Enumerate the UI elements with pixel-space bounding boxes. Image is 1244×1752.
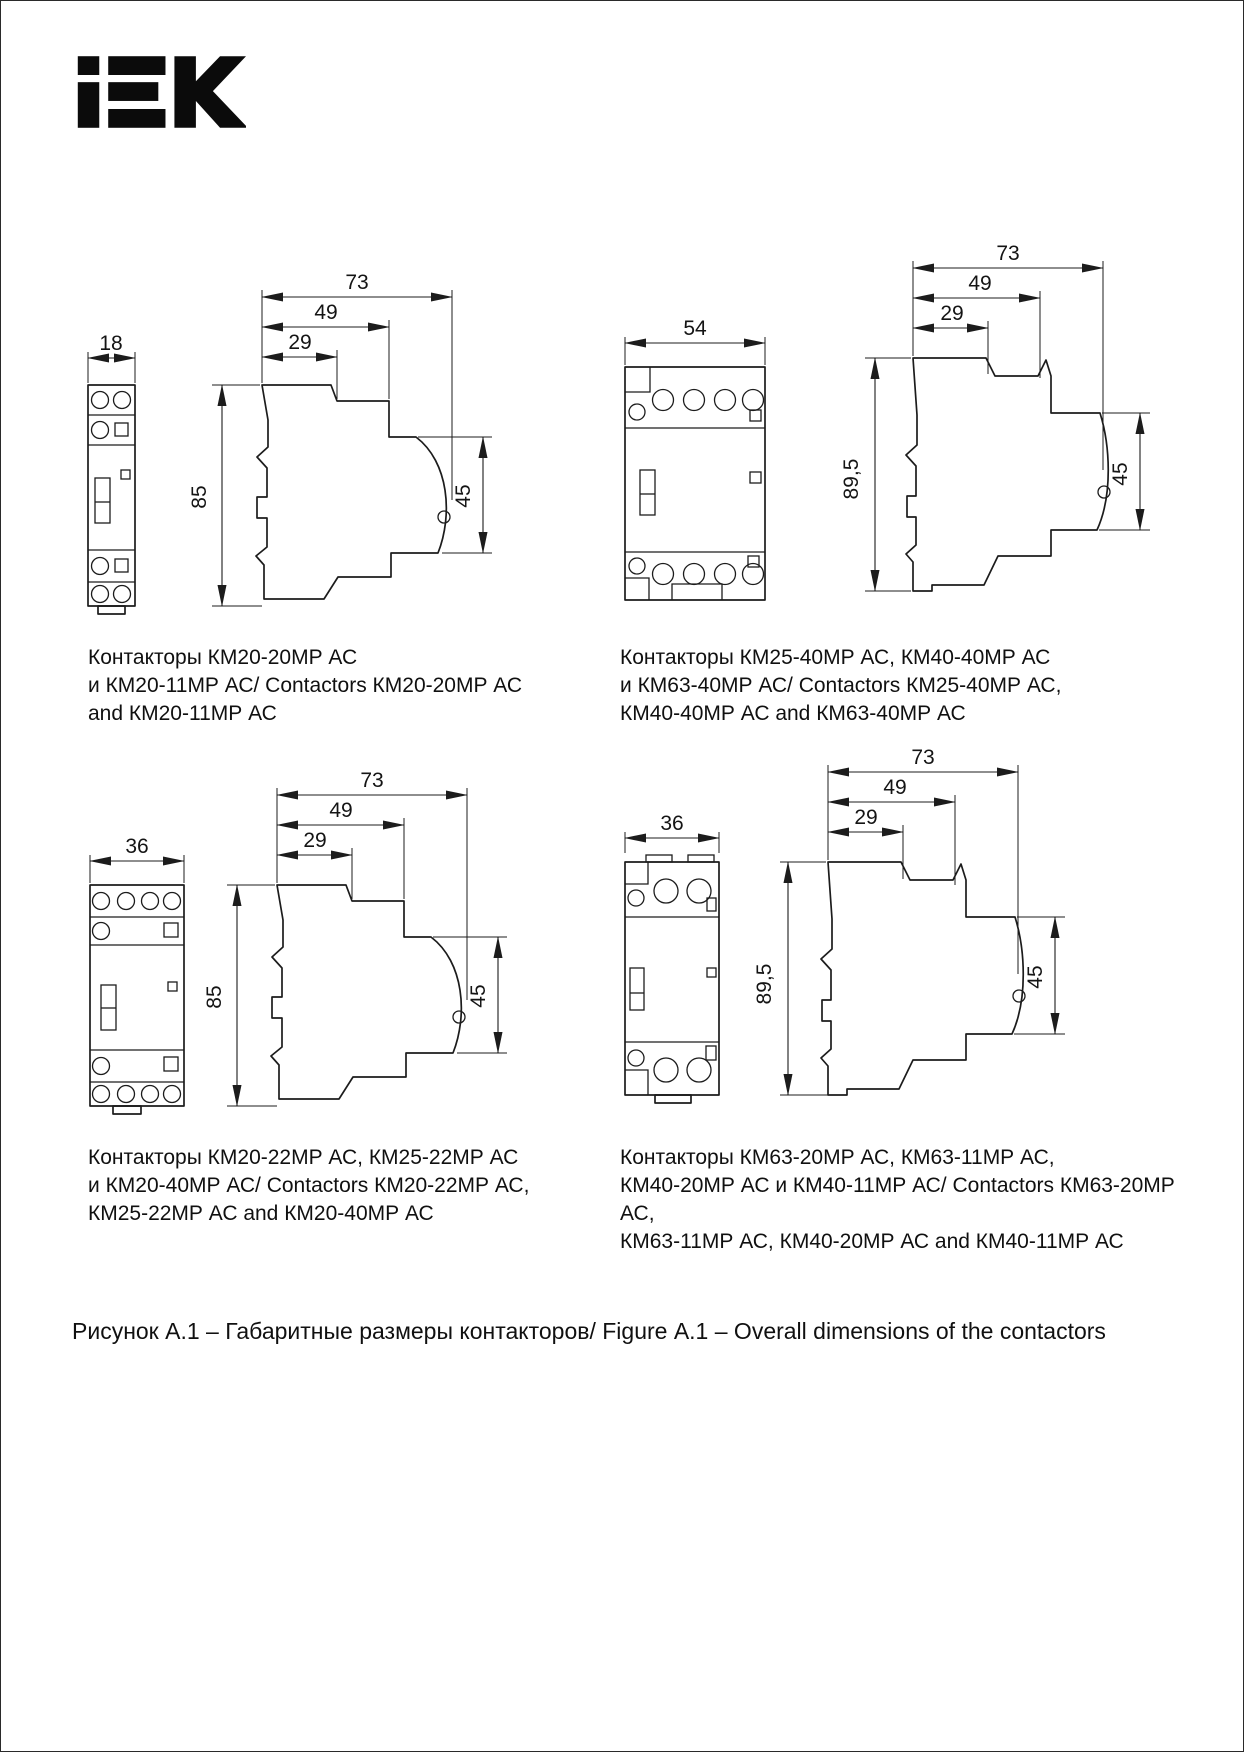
g3-dim-height: 85 [203, 985, 226, 1009]
g3-side-view [203, 769, 507, 1106]
g1-dim-height: 85 [188, 485, 211, 509]
caption-line: КМ40-40МР АС and КМ63-40МР АС [620, 702, 966, 725]
g4-dim-height: 89,5 [753, 963, 776, 1005]
g2-dim-total-width: 73 [996, 242, 1020, 265]
g4-dim-total-width: 73 [911, 746, 935, 769]
logo-e-bottom [108, 109, 165, 128]
g3-dim-inner-width: 29 [303, 829, 327, 852]
g3-dim-depth: 45 [467, 984, 490, 1008]
caption-group-1 [88, 644, 528, 728]
g1-dim-mid-width: 49 [314, 301, 338, 324]
caption-group-2 [620, 644, 1140, 728]
g2-dim-front-width: 54 [683, 317, 707, 340]
logo-e-top [108, 56, 165, 75]
caption-line: Контакторы КМ20-20МР АС [88, 646, 358, 669]
logo-e-mid [108, 82, 158, 101]
g3-dim-front-width: 36 [125, 835, 149, 858]
logo-k [174, 56, 246, 128]
g4-dim-depth: 45 [1024, 965, 1047, 989]
g4-dim-mid-width: 49 [883, 776, 907, 799]
iek-logo [76, 52, 246, 132]
caption-line: и КМ63-40МР АС/ Contactors КМ25-40МР АС, [620, 674, 1062, 697]
g2-dim-inner-width: 29 [940, 302, 964, 325]
g2-dim-mid-width: 49 [968, 272, 992, 295]
caption-group-4 [620, 1144, 1180, 1256]
drawing-group-3 [90, 769, 507, 1114]
g1-dim-total-width: 73 [345, 271, 369, 294]
g4-dim-inner-width: 29 [854, 806, 878, 829]
g3-dim-mid-width: 49 [329, 799, 353, 822]
g2-dim-depth: 45 [1109, 462, 1132, 486]
caption-line: Контакторы КМ63-20МР АС, КМ63-11МР АС, [620, 1146, 1055, 1169]
g2-din-clip-nub [1098, 486, 1110, 498]
g4-front-view [625, 812, 719, 1103]
g2-front-view [625, 317, 765, 600]
caption-line: Контакторы КМ25-40МР АС, КМ40-40МР АС [620, 646, 1051, 669]
drawing-group-2 [625, 242, 1150, 600]
caption-group-3 [88, 1144, 568, 1228]
g2-dim-height: 89,5 [840, 458, 863, 500]
g3-din-clip-nub [453, 1011, 465, 1023]
g2-side-view [840, 242, 1150, 591]
logo-i-stem [78, 82, 99, 128]
g1-side-view [188, 271, 492, 606]
caption-line: Контакторы КМ20-22МР АС, КМ25-22МР АС [88, 1146, 519, 1169]
g3-front-view [90, 835, 184, 1114]
caption-line: КМ25-22МР АС and КМ20-40МР АС [88, 1202, 434, 1225]
g1-front-view [88, 332, 135, 614]
g4-din-clip-nub [1013, 990, 1025, 1002]
drawing-group-4 [625, 746, 1065, 1103]
caption-line: и КМ20-11МР АС/ Contactors КМ20-20МР АС [88, 674, 523, 697]
caption-line: и КМ20-40МР АС/ Contactors КМ20-22МР АС, [88, 1174, 530, 1197]
g4-dim-front-width: 36 [660, 812, 684, 835]
g1-dim-inner-width: 29 [288, 331, 312, 354]
caption-line: and КМ20-11МР АС [88, 702, 277, 725]
caption-line: КМ40-20МР АС и КМ40-11МР АС/ Contactors КМ63-20МР АС, [620, 1174, 1175, 1225]
caption-line: КМ63-11МР АС, КМ40-20МР АС and КМ40-11МР АС [620, 1230, 1124, 1253]
g4-side-view [753, 746, 1065, 1095]
figure-caption: Рисунок А.1 – Габаритные размеры контакторов/ Figure А.1 – Overall dimensions of the contactors [72, 1318, 1106, 1344]
logo-i-dot [78, 56, 99, 75]
g1-din-clip-nub [438, 511, 450, 523]
g1-dim-depth: 45 [452, 484, 475, 508]
drawing-group-1 [88, 271, 492, 614]
g3-dim-total-width: 73 [360, 769, 384, 792]
g1-dim-front-width: 18 [99, 332, 123, 355]
